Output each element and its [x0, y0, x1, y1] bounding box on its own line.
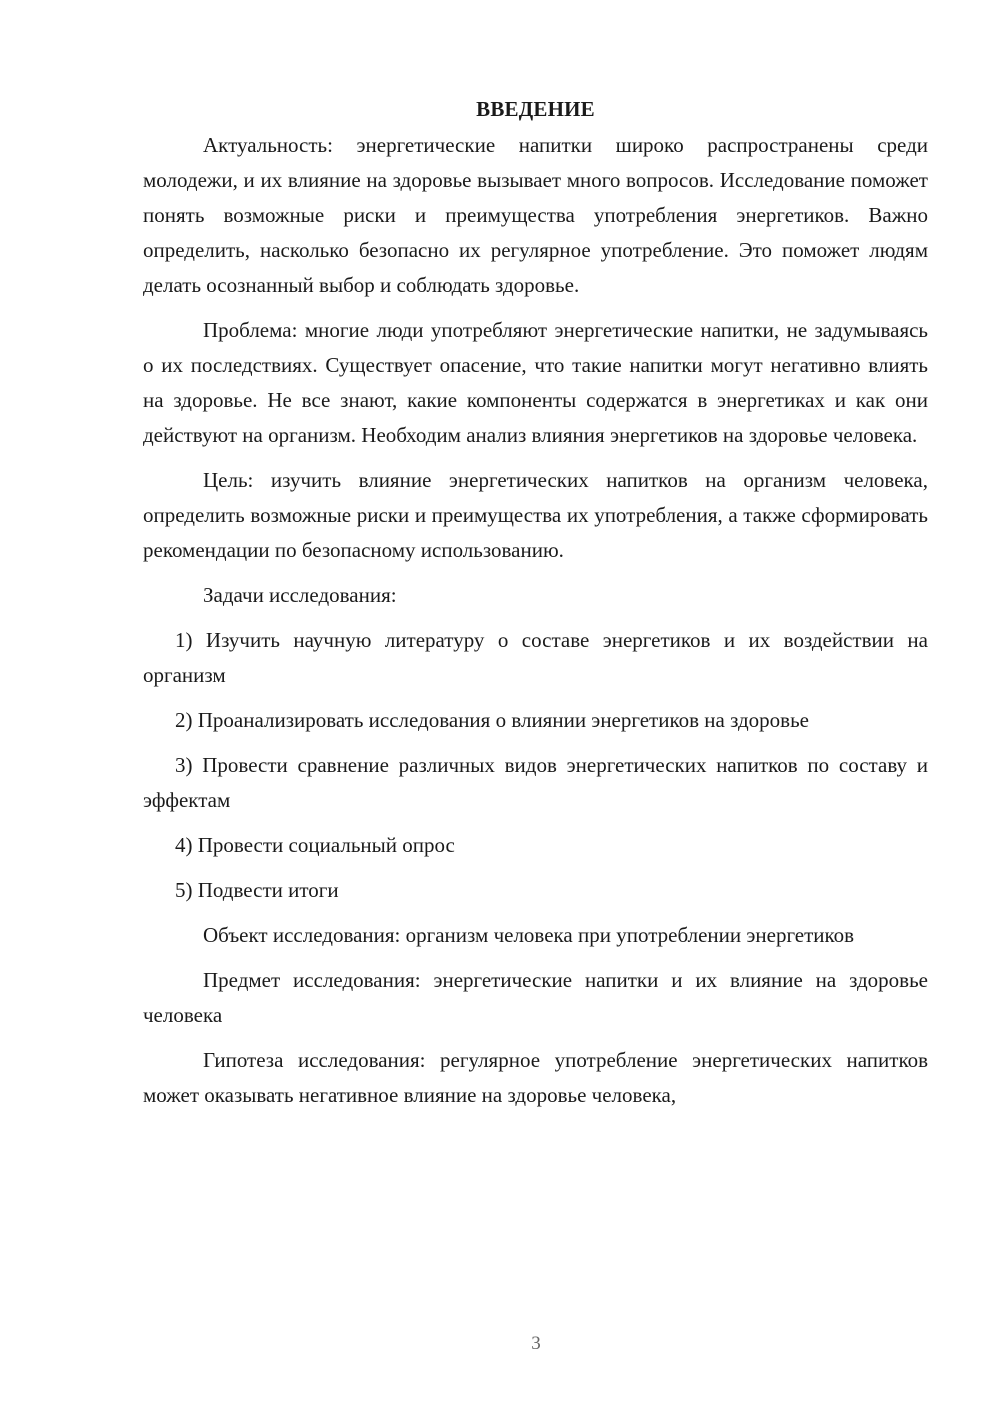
paragraph-hypothesis: Гипотеза исследования: регулярное употребление энергетических напитков может оказывать негативное влияние на здоровье человека,: [143, 1048, 928, 1107]
task-item: 1) Изучить научную литературу о составе энергетиков и их воздействии на организм: [143, 628, 928, 687]
paragraph-problem: Проблема: многие люди употребляют энергетические напитки, не задумываясь о их последствиях. Существует опасение, что такие напитки могут негативно влиять на здоровье. Не все знают, какие компоненты содержатся в энергетиках и как они действуют на организм. Необходим анализ влияния энергетиков на здоровье человека.: [143, 318, 928, 447]
tasks-heading: Задачи исследования:: [203, 583, 397, 607]
task-item: 3) Провести сравнение различных видов энергетических напитков по составу и эффектам: [143, 753, 928, 812]
paragraph-relevance: Актуальность: энергетические напитки широко распространены среди молодежи, и их влияние на здоровье вызывает много вопросов. Исследование поможет понять возможные риски и преимущества употребления энергетиков. Важно определить, насколько безопасно их регулярное употребление. Это поможет людям делать осознанный выбор и соблюдать здоровье.: [143, 133, 928, 297]
paragraph-goal: Цель: изучить влияние энергетических напитков на организм человека, определить возможные риски и преимущества их употребления, а также сформировать рекомендации по безопасному использованию.: [143, 468, 928, 562]
paragraph-object: Объект исследования: организм человека при употреблении энергетиков: [203, 923, 855, 947]
page-number: 3: [531, 1333, 541, 1354]
task-item: 5) Подвести итоги: [175, 878, 339, 902]
task-item: 2) Проанализировать исследования о влиянии энергетиков на здоровье: [175, 708, 809, 732]
task-item: 4) Провести социальный опрос: [175, 833, 455, 857]
page-title: ВВЕДЕНИЕ: [476, 97, 595, 121]
document-page: [143, 92, 928, 1123]
paragraph-subject: Предмет исследования: энергетические напитки и их влияние на здоровье человека: [143, 968, 928, 1027]
